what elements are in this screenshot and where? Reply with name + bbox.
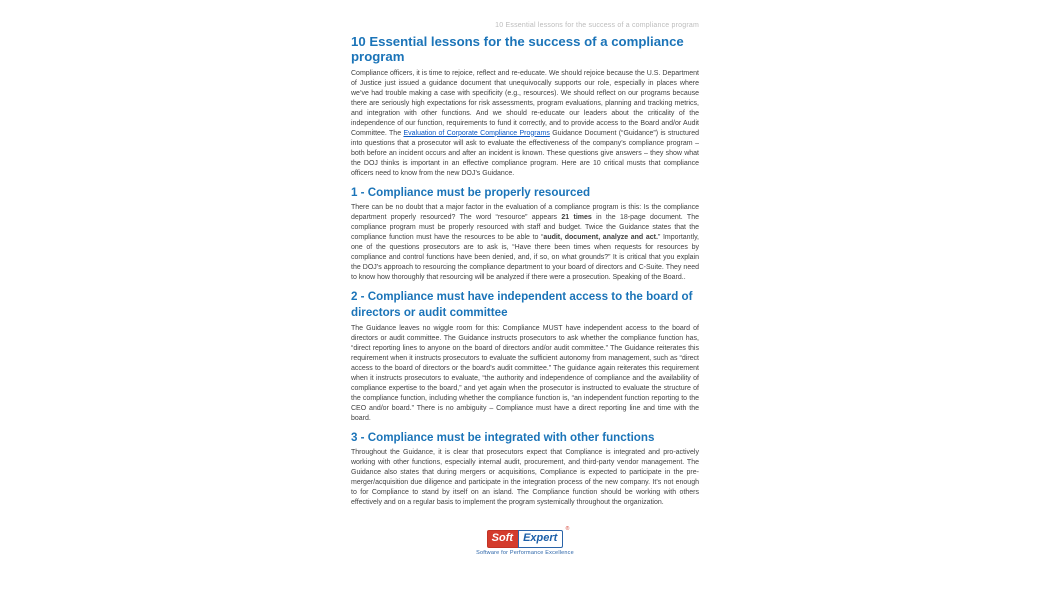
inline-hyperlink[interactable]: Evaluation of Corporate Compliance Programs xyxy=(403,129,550,137)
page-footer xyxy=(351,526,699,557)
text-run: Guidance Document (“Guidance”) is structured into questions that a prosecutor will ask to evaluate the effectiveness of the company’s compliance program – both before an incident occurs and after an incident is known. These questions give answers – they show what the DOJ thinks is important in an effective compliance program. Here are 10 critical musts that compliance officers need to know from the new DOJ’s Guidance. xyxy=(351,129,699,177)
running-header: 10 Essential lessons for the success of a compliance program xyxy=(495,22,699,29)
softexpert-logo xyxy=(487,526,570,548)
section-2-heading: 2 - Compliance must have independent access to the board of directors or audit committee xyxy=(351,290,693,319)
section-1-heading: 1 - Compliance must be properly resourced xyxy=(351,185,591,199)
logo-soft-box: Soft xyxy=(487,530,518,548)
content-column xyxy=(351,0,699,556)
section-2-paragraph xyxy=(351,324,699,424)
logo-expert-box: Expert xyxy=(518,530,563,548)
text-run: Throughout the Guidance, it is clear that prosecutors expect that Compliance is integrated and pro-actively working with other functions, especially internal audit, procurement, and third-party vendor management. The Guidance also states that during mergers or acquisitions, Compliance is expected to participate in the pre-merger/acquisition due diligence and participate in the integration process of the new company. It’s not enough to for Compliance to stand by itself on an island. The Compliance function should be working with others effectively and on a regular basis to implement the program systemically throughout the organization. xyxy=(351,449,699,507)
intro-paragraph xyxy=(351,69,699,179)
text-run: ” Importantly, one of the questions prosecutors are to ask is, “Have there been times when requests for resources by compliance and control functions have been denied, and, if so, on what grounds?” It is critical that you explain the DOJ’s approach to resourcing the compliance department to your board of directors and C-Suite. They need to know how thoroughly that resourcing will be analyzed if there were a prosecution. Speaking of the Board.. xyxy=(351,234,699,282)
text-run: There can be no doubt that a major factor in the evaluation of a compliance program is this: Is the compliance department properly resourced? The word “resource” appears xyxy=(351,204,699,222)
page-title: 10 Essential lessons for the success of a compliance program xyxy=(351,34,684,65)
bold-text-run: 21 times xyxy=(561,214,592,222)
text-run: in the 18-page document. The compliance program must be properly resourced with staff and budget. Twice the Guidance states that the compliance function must have the resources to be able to “ xyxy=(351,214,699,242)
section-1-paragraph xyxy=(351,203,699,283)
bold-text-run: audit, document, analyze and act. xyxy=(543,234,658,242)
section-3-paragraph xyxy=(351,448,699,508)
text-run: The Guidance leaves no wiggle room for this: Compliance MUST have independent access to the board of directors or audit committee. The Guidance instructs prosecutors to ask whether the compliance function has, “direct reporting lines to anyone on the board of directors and/or audit committee.” The Guidance reiterates this requirement when it instructs prosecutors to evaluate the sufficient autonomy from management, such as “direct access to the board of directors or the board’s audit committee.” The guidance again reiterates this requirement when it instructs prosecutors to evaluate, “the authority and independence of compliance and the availability of compliance expertise to the board,” and yet again when the prosecutor is instructed to evaluate the structure of the compliance function, including whether the compliance function is, “an independent function reporting to the CEO and/or board.” There is no ambiguity – Compliance must have a direct reporting line and time with the board. xyxy=(351,324,699,422)
logo-tagline: Software for Performance Excellence xyxy=(476,550,574,557)
section-3-heading: 3 - Compliance must be integrated with other functions xyxy=(351,430,655,444)
text-run: Compliance officers, it is time to rejoice, reflect and re-educate. We should rejoice because the U.S. Department of Justice just issued a guidance document that unequivocally supports our role, especially in places where we’ve had trouble making a case with specificity (e.g., resources). We should reflect on our programs because there are seriously high expectations for risk assessments, program evaluations, planning and tracking metrics, and integration with other functions. And we should re-educate our leaders about the criticality of the independence of our function, requirements to fund it correctly, and to provide access to the Board and/or Audit Committee. The xyxy=(351,69,699,137)
registered-trademark-icon: ® xyxy=(565,526,570,533)
